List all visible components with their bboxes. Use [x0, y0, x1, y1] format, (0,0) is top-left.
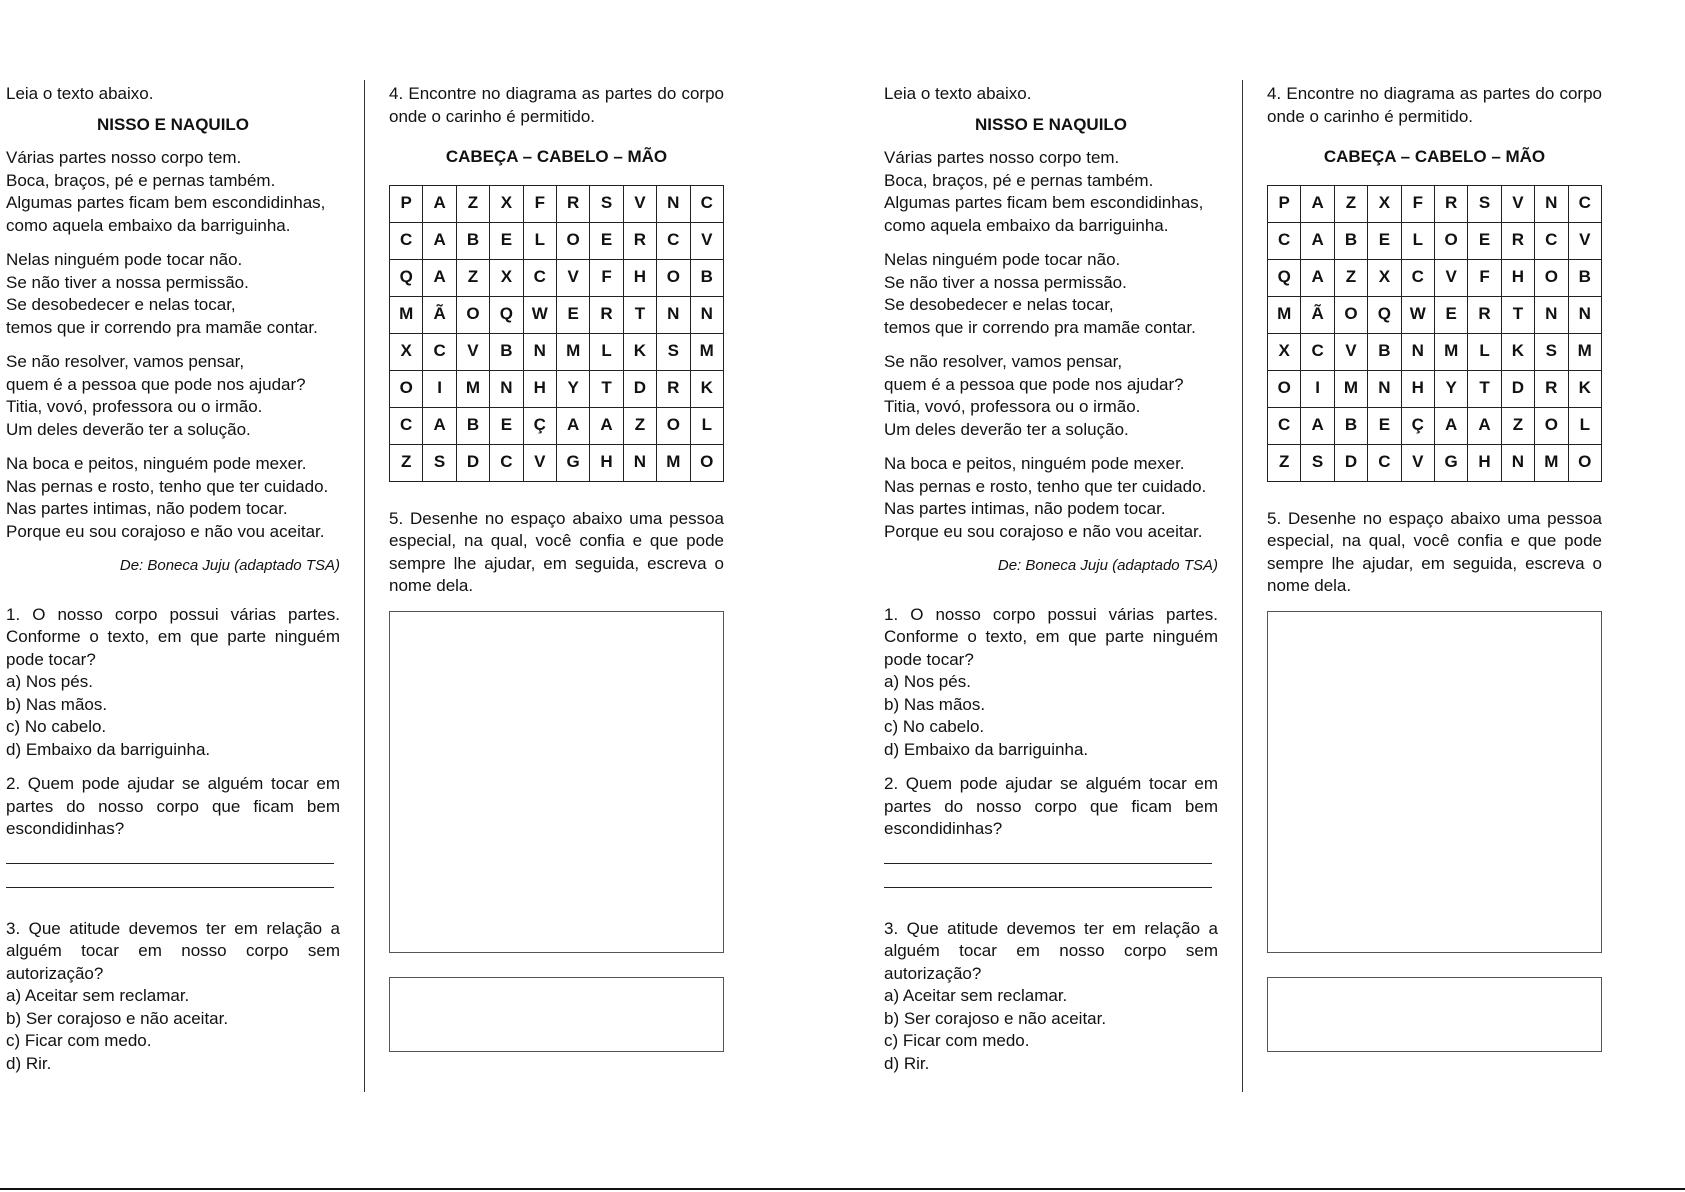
grid-cell[interactable]: N: [623, 444, 656, 481]
grid-cell[interactable]: W: [1401, 296, 1434, 333]
grid-cell[interactable]: S: [1468, 185, 1501, 222]
poem-title: NISSO E NAQUILO: [974, 114, 1128, 134]
word-list: CABEÇA – CABELO – MÃO: [445, 147, 668, 166]
grid-cell[interactable]: E: [1368, 407, 1401, 444]
intro-text: Leia o texto abaixo.: [6, 84, 154, 103]
grid-cell[interactable]: O: [657, 259, 690, 296]
grid-cell[interactable]: C: [390, 222, 423, 259]
grid-cell[interactable]: G: [556, 444, 589, 481]
question-1: 1. O nosso corpo possui várias partes. Conforme o texto, em que parte ninguém pode tocar?: [6, 604, 340, 669]
poem-stanza: [884, 453, 1218, 543]
grid-cell[interactable]: C: [1268, 222, 1301, 259]
grid-cell[interactable]: A: [590, 407, 623, 444]
grid-row: [1268, 259, 1602, 296]
grid-cell[interactable]: Q: [490, 296, 523, 333]
grid-cell[interactable]: A: [423, 222, 456, 259]
activity-column: [1267, 83, 1602, 1052]
grid-cell[interactable]: E: [490, 407, 523, 444]
grid-cell[interactable]: N: [657, 296, 690, 333]
question-3-options: [884, 985, 1218, 1075]
grid-cell[interactable]: D: [1501, 370, 1534, 407]
grid-cell[interactable]: O: [1535, 259, 1568, 296]
poem-line: Na boca e peitos, ninguém pode mexer.: [884, 454, 1185, 473]
grid-cell[interactable]: C: [1301, 333, 1334, 370]
poem-line: Um deles deverão ter a solução.: [884, 419, 1129, 439]
option-a[interactable]: a) Aceitar sem reclamar.: [6, 986, 190, 1005]
grid-cell[interactable]: O: [657, 407, 690, 444]
grid-cell[interactable]: N: [690, 296, 723, 333]
grid-cell[interactable]: M: [690, 333, 723, 370]
grid-cell[interactable]: R: [590, 296, 623, 333]
poem-stanza: [6, 453, 340, 543]
grid-cell[interactable]: O: [1268, 370, 1301, 407]
poem-line: Na boca e peitos, ninguém pode mexer.: [6, 454, 307, 473]
option-c[interactable]: c) No cabelo.: [884, 717, 985, 736]
question-1: 1. O nosso corpo possui várias partes. Conforme o texto, em que parte ninguém pode tocar?: [884, 604, 1218, 669]
poem-line: Nas partes intimas, não podem tocar.: [6, 499, 288, 518]
grid-cell[interactable]: M: [456, 370, 489, 407]
grid-cell[interactable]: K: [690, 370, 723, 407]
grid-cell[interactable]: B: [1334, 222, 1367, 259]
grid-cell[interactable]: P: [1268, 185, 1301, 222]
grid-row: [1268, 444, 1602, 481]
option-c[interactable]: c) Ficar com medo.: [884, 1031, 1030, 1050]
grid-cell[interactable]: Ã: [1301, 296, 1334, 333]
grid-cell[interactable]: V: [623, 185, 656, 222]
column-divider: [1242, 80, 1243, 1092]
answer-line[interactable]: [6, 863, 334, 864]
grid-cell[interactable]: O: [690, 444, 723, 481]
grid-cell[interactable]: L: [1401, 222, 1434, 259]
grid-cell[interactable]: H: [523, 370, 556, 407]
option-d[interactable]: d) Embaixo da barriguinha.: [6, 739, 211, 759]
grid-cell[interactable]: F: [1401, 185, 1434, 222]
grid-row: [390, 333, 724, 370]
question-3: 3. Que atitude devemos ter em relação a alguém tocar em nosso corpo sem autorização?: [884, 918, 1218, 983]
poem-stanza: [6, 249, 340, 339]
poem-line: quem é a pessoa que pode nos ajudar?: [6, 374, 306, 394]
poem-line: Nas pernas e rosto, tenho que ter cuidado.: [884, 476, 1207, 496]
grid-row: [390, 259, 724, 296]
grid-cell[interactable]: H: [623, 259, 656, 296]
grid-cell[interactable]: N: [1401, 333, 1434, 370]
grid-cell[interactable]: C: [423, 333, 456, 370]
grid-cell[interactable]: S: [657, 333, 690, 370]
question-5: 5. Desenhe no espaço abaixo uma pessoa especial, na qual, você confia e que pode sempre lhe ajudar, em seguida, escreva o nome dela.: [1267, 508, 1602, 595]
poem-stanza: [884, 351, 1218, 441]
grid-cell[interactable]: K: [1501, 333, 1534, 370]
grid-cell[interactable]: L: [1568, 407, 1601, 444]
grid-cell[interactable]: T: [1468, 370, 1501, 407]
grid-cell[interactable]: B: [456, 407, 489, 444]
grid-cell[interactable]: F: [523, 185, 556, 222]
poem-line: Porque eu sou corajoso e não vou aceitar.: [6, 521, 325, 541]
grid-cell[interactable]: N: [490, 370, 523, 407]
grid-cell[interactable]: B: [490, 333, 523, 370]
grid-cell[interactable]: B: [690, 259, 723, 296]
grid-row: [1268, 296, 1602, 333]
grid-row: [390, 296, 724, 333]
grid-cell[interactable]: Z: [390, 444, 423, 481]
question-3: 3. Que atitude devemos ter em relação a alguém tocar em nosso corpo sem autorização?: [6, 918, 340, 983]
option-d[interactable]: d) Rir.: [6, 1053, 52, 1073]
grid-row: [390, 185, 724, 222]
question-2: 2. Quem pode ajudar se alguém tocar em partes do nosso corpo que ficam bem escondidinhas?: [884, 774, 1218, 838]
grid-cell[interactable]: M: [657, 444, 690, 481]
grid-cell[interactable]: O: [1334, 296, 1367, 333]
poem-line: quem é a pessoa que pode nos ajudar?: [884, 374, 1184, 394]
option-d[interactable]: d) Rir.: [884, 1053, 930, 1073]
poem-line: Várias partes nosso corpo tem.: [6, 148, 242, 167]
grid-row: [390, 444, 724, 481]
grid-cell[interactable]: C: [1568, 185, 1601, 222]
poem-line: Se desobedecer e nelas tocar,: [6, 295, 236, 314]
poem-stanza: [6, 351, 340, 441]
grid-cell[interactable]: O: [556, 222, 589, 259]
grid-cell[interactable]: X: [1368, 185, 1401, 222]
grid-cell[interactable]: A: [1301, 407, 1334, 444]
grid-cell[interactable]: L: [1468, 333, 1501, 370]
option-a[interactable]: a) Aceitar sem reclamar.: [884, 986, 1068, 1005]
grid-cell[interactable]: A: [423, 407, 456, 444]
poem-author: De: Boneca Juju (adaptado TSA): [997, 557, 1218, 574]
grid-cell[interactable]: O: [1535, 407, 1568, 444]
poem-line: Titia, vovó, professora ou o irmão.: [6, 397, 263, 416]
grid-cell[interactable]: C: [523, 259, 556, 296]
grid-cell[interactable]: Ç: [523, 407, 556, 444]
grid-cell[interactable]: M: [1535, 444, 1568, 481]
grid-cell[interactable]: F: [1468, 259, 1501, 296]
grid-cell[interactable]: B: [1568, 259, 1601, 296]
poem-line: como aquela embaixo da barriguinha.: [884, 215, 1169, 235]
grid-cell[interactable]: C: [657, 222, 690, 259]
grid-cell[interactable]: O: [390, 370, 423, 407]
grid-cell[interactable]: K: [1568, 370, 1601, 407]
option-b[interactable]: b) Nas mãos.: [6, 694, 108, 714]
grid-cell[interactable]: N: [657, 185, 690, 222]
option-b[interactable]: b) Nas mãos.: [884, 694, 986, 714]
grid-cell[interactable]: R: [1501, 222, 1534, 259]
poem-line: Nas partes intimas, não podem tocar.: [884, 499, 1166, 518]
grid-cell[interactable]: H: [590, 444, 623, 481]
grid-row: [390, 407, 724, 444]
poem-line: Se não tiver a nossa permissão.: [884, 272, 1127, 292]
grid-cell[interactable]: E: [1468, 222, 1501, 259]
word-search-grid[interactable]: [389, 185, 724, 482]
poem-line: Nelas ninguém pode tocar não.: [6, 250, 243, 269]
option-b[interactable]: b) Ser corajoso e não aceitar.: [6, 1008, 229, 1028]
reading-column: [6, 83, 340, 1087]
grid-cell[interactable]: C: [690, 185, 723, 222]
grid-cell[interactable]: V: [1401, 444, 1434, 481]
poem-stanza: [884, 147, 1218, 237]
poem-line: Um deles deverão ter a solução.: [6, 419, 251, 439]
grid-cell[interactable]: F: [590, 259, 623, 296]
grid-cell[interactable]: A: [556, 407, 589, 444]
grid-cell[interactable]: V: [1334, 333, 1367, 370]
grid-cell[interactable]: I: [1301, 370, 1334, 407]
grid-cell[interactable]: O: [456, 296, 489, 333]
grid-cell[interactable]: T: [590, 370, 623, 407]
option-d[interactable]: d) Embaixo da barriguinha.: [884, 739, 1089, 759]
grid-cell[interactable]: R: [1535, 370, 1568, 407]
poem-author: De: Boneca Juju (adaptado TSA): [119, 557, 340, 574]
grid-row: [1268, 333, 1602, 370]
grid-cell[interactable]: L: [523, 222, 556, 259]
poem-line: Se não resolver, vamos pensar,: [884, 352, 1123, 371]
activity-column: [389, 83, 724, 1052]
grid-cell[interactable]: Z: [1334, 259, 1367, 296]
grid-cell[interactable]: Q: [1368, 296, 1401, 333]
grid-cell[interactable]: A: [1434, 407, 1467, 444]
grid-cell[interactable]: V: [690, 222, 723, 259]
grid-cell[interactable]: C: [1268, 407, 1301, 444]
poem-line: Nelas ninguém pode tocar não.: [884, 250, 1121, 269]
grid-cell[interactable]: N: [1535, 185, 1568, 222]
grid-cell[interactable]: P: [390, 185, 423, 222]
grid-cell[interactable]: A: [1301, 222, 1334, 259]
grid-cell[interactable]: B: [1334, 407, 1367, 444]
grid-cell[interactable]: N: [1568, 296, 1601, 333]
grid-cell[interactable]: C: [490, 444, 523, 481]
grid-cell[interactable]: Z: [456, 185, 489, 222]
grid-cell[interactable]: V: [1568, 222, 1601, 259]
grid-cell[interactable]: S: [590, 185, 623, 222]
option-a[interactable]: a) Nos pés.: [6, 672, 93, 691]
grid-cell[interactable]: R: [556, 185, 589, 222]
grid-cell[interactable]: E: [1434, 296, 1467, 333]
grid-cell[interactable]: C: [1535, 222, 1568, 259]
grid-cell[interactable]: X: [1268, 333, 1301, 370]
grid-cell[interactable]: Y: [1434, 370, 1467, 407]
grid-cell[interactable]: A: [1301, 259, 1334, 296]
question-1-options: [884, 671, 1218, 761]
grid-cell[interactable]: K: [623, 333, 656, 370]
worksheet-copy-2: [878, 0, 1685, 1192]
grid-cell[interactable]: N: [1501, 444, 1534, 481]
page-bottom-border: [0, 1188, 1685, 1190]
question-2: 2. Quem pode ajudar se alguém tocar em partes do nosso corpo que ficam bem escondidinhas?: [6, 774, 340, 838]
grid-cell[interactable]: A: [1468, 407, 1501, 444]
grid-cell[interactable]: B: [1368, 333, 1401, 370]
grid-cell[interactable]: Q: [1268, 259, 1301, 296]
grid-cell[interactable]: E: [590, 222, 623, 259]
grid-row: [390, 222, 724, 259]
grid-cell[interactable]: X: [490, 259, 523, 296]
word-search-grid[interactable]: [1267, 185, 1602, 482]
option-c[interactable]: c) Ficar com medo.: [6, 1031, 152, 1050]
option-c[interactable]: c) No cabelo.: [6, 717, 107, 736]
poem-line: Se desobedecer e nelas tocar,: [884, 295, 1114, 314]
grid-cell[interactable]: N: [523, 333, 556, 370]
grid-cell[interactable]: C: [1401, 259, 1434, 296]
poem-line: Titia, vovó, professora ou o irmão.: [884, 397, 1141, 416]
grid-cell[interactable]: R: [1468, 296, 1501, 333]
grid-cell[interactable]: T: [623, 296, 656, 333]
reading-column: [884, 83, 1218, 1087]
grid-cell[interactable]: W: [523, 296, 556, 333]
grid-cell[interactable]: S: [423, 444, 456, 481]
grid-cell[interactable]: E: [1368, 222, 1401, 259]
grid-cell[interactable]: X: [390, 333, 423, 370]
grid-cell[interactable]: M: [1568, 333, 1601, 370]
grid-cell[interactable]: V: [1434, 259, 1467, 296]
grid-cell[interactable]: A: [423, 259, 456, 296]
grid-cell[interactable]: D: [623, 370, 656, 407]
grid-cell[interactable]: L: [690, 407, 723, 444]
option-b[interactable]: b) Ser corajoso e não aceitar.: [884, 1008, 1107, 1028]
grid-row: [1268, 185, 1602, 222]
grid-row: [1268, 222, 1602, 259]
grid-cell[interactable]: G: [1434, 444, 1467, 481]
poem-line: temos que ir correndo pra mamãe contar.: [884, 317, 1196, 337]
poem-line: Nas pernas e rosto, tenho que ter cuidado.: [6, 476, 329, 496]
grid-cell[interactable]: R: [623, 222, 656, 259]
name-box[interactable]: [389, 977, 724, 1052]
grid-cell[interactable]: E: [490, 222, 523, 259]
grid-cell[interactable]: H: [1401, 370, 1434, 407]
poem-line: Algumas partes ficam bem escondidinhas,: [6, 193, 326, 212]
grid-cell[interactable]: C: [390, 407, 423, 444]
grid-cell[interactable]: M: [1268, 296, 1301, 333]
intro-text: Leia o texto abaixo.: [884, 84, 1032, 103]
question-5: 5. Desenhe no espaço abaixo uma pessoa especial, na qual, você confia e que pode sempre lhe ajudar, em seguida, escreva o nome dela.: [389, 508, 724, 595]
grid-cell[interactable]: A: [423, 185, 456, 222]
poem-line: Boca, braços, pé e pernas também.: [6, 170, 276, 190]
column-divider: [364, 80, 365, 1092]
grid-cell[interactable]: N: [1368, 370, 1401, 407]
grid-cell[interactable]: V: [523, 444, 556, 481]
option-a[interactable]: a) Nos pés.: [884, 672, 971, 691]
grid-cell[interactable]: V: [556, 259, 589, 296]
grid-cell[interactable]: N: [1535, 296, 1568, 333]
grid-cell[interactable]: Z: [1501, 407, 1534, 444]
grid-cell[interactable]: Z: [623, 407, 656, 444]
grid-cell[interactable]: M: [556, 333, 589, 370]
grid-cell[interactable]: C: [1368, 444, 1401, 481]
poem-line: temos que ir correndo pra mamãe contar.: [6, 317, 318, 337]
grid-cell[interactable]: Y: [556, 370, 589, 407]
grid-cell[interactable]: Q: [390, 259, 423, 296]
grid-cell[interactable]: M: [1434, 333, 1467, 370]
grid-cell[interactable]: H: [1468, 444, 1501, 481]
poem-title: NISSO E NAQUILO: [96, 114, 250, 134]
grid-cell[interactable]: X: [1368, 259, 1401, 296]
grid-cell[interactable]: E: [556, 296, 589, 333]
grid-cell[interactable]: R: [657, 370, 690, 407]
drawing-box[interactable]: [1267, 611, 1602, 953]
grid-cell[interactable]: V: [456, 333, 489, 370]
grid-cell[interactable]: S: [1535, 333, 1568, 370]
grid-cell[interactable]: V: [1501, 185, 1534, 222]
grid-cell[interactable]: M: [390, 296, 423, 333]
grid-cell[interactable]: Ç: [1401, 407, 1434, 444]
grid-cell[interactable]: A: [1301, 185, 1334, 222]
grid-cell[interactable]: B: [456, 222, 489, 259]
poem-stanza: [6, 147, 340, 237]
grid-row: [1268, 370, 1602, 407]
poem-line: Boca, braços, pé e pernas também.: [884, 170, 1154, 190]
poem-line: Se não tiver a nossa permissão.: [6, 272, 249, 292]
grid-cell[interactable]: D: [456, 444, 489, 481]
grid-cell[interactable]: Z: [456, 259, 489, 296]
answer-line[interactable]: [884, 863, 1212, 864]
question-4: 4. Encontre no diagrama as partes do corpo onde o carinho é permitido.: [389, 84, 724, 126]
grid-cell[interactable]: S: [1301, 444, 1334, 481]
grid-cell[interactable]: R: [1434, 185, 1467, 222]
grid-cell[interactable]: Ã: [423, 296, 456, 333]
poem-line: Várias partes nosso corpo tem.: [884, 148, 1120, 167]
grid-cell[interactable]: Z: [1334, 185, 1367, 222]
poem-line: Porque eu sou corajoso e não vou aceitar.: [884, 521, 1203, 541]
grid-cell[interactable]: O: [1568, 444, 1601, 481]
grid-row: [1268, 407, 1602, 444]
poem-stanza: [884, 249, 1218, 339]
question-3-options: [6, 985, 340, 1075]
word-list: CABEÇA – CABELO – MÃO: [1323, 147, 1546, 166]
grid-cell[interactable]: T: [1501, 296, 1534, 333]
grid-cell[interactable]: Z: [1268, 444, 1301, 481]
poem-line: como aquela embaixo da barriguinha.: [6, 215, 291, 235]
grid-cell[interactable]: H: [1501, 259, 1534, 296]
grid-cell[interactable]: O: [1434, 222, 1467, 259]
question-4: 4. Encontre no diagrama as partes do corpo onde o carinho é permitido.: [1267, 84, 1602, 126]
grid-cell[interactable]: M: [1334, 370, 1367, 407]
poem-line: Se não resolver, vamos pensar,: [6, 352, 245, 371]
grid-cell[interactable]: X: [490, 185, 523, 222]
grid-cell[interactable]: I: [423, 370, 456, 407]
name-box[interactable]: [1267, 977, 1602, 1052]
grid-cell[interactable]: D: [1334, 444, 1367, 481]
poem-line: Algumas partes ficam bem escondidinhas,: [884, 193, 1204, 212]
question-1-options: [6, 671, 340, 761]
drawing-box[interactable]: [389, 611, 724, 953]
grid-cell[interactable]: L: [590, 333, 623, 370]
grid-row: [390, 370, 724, 407]
